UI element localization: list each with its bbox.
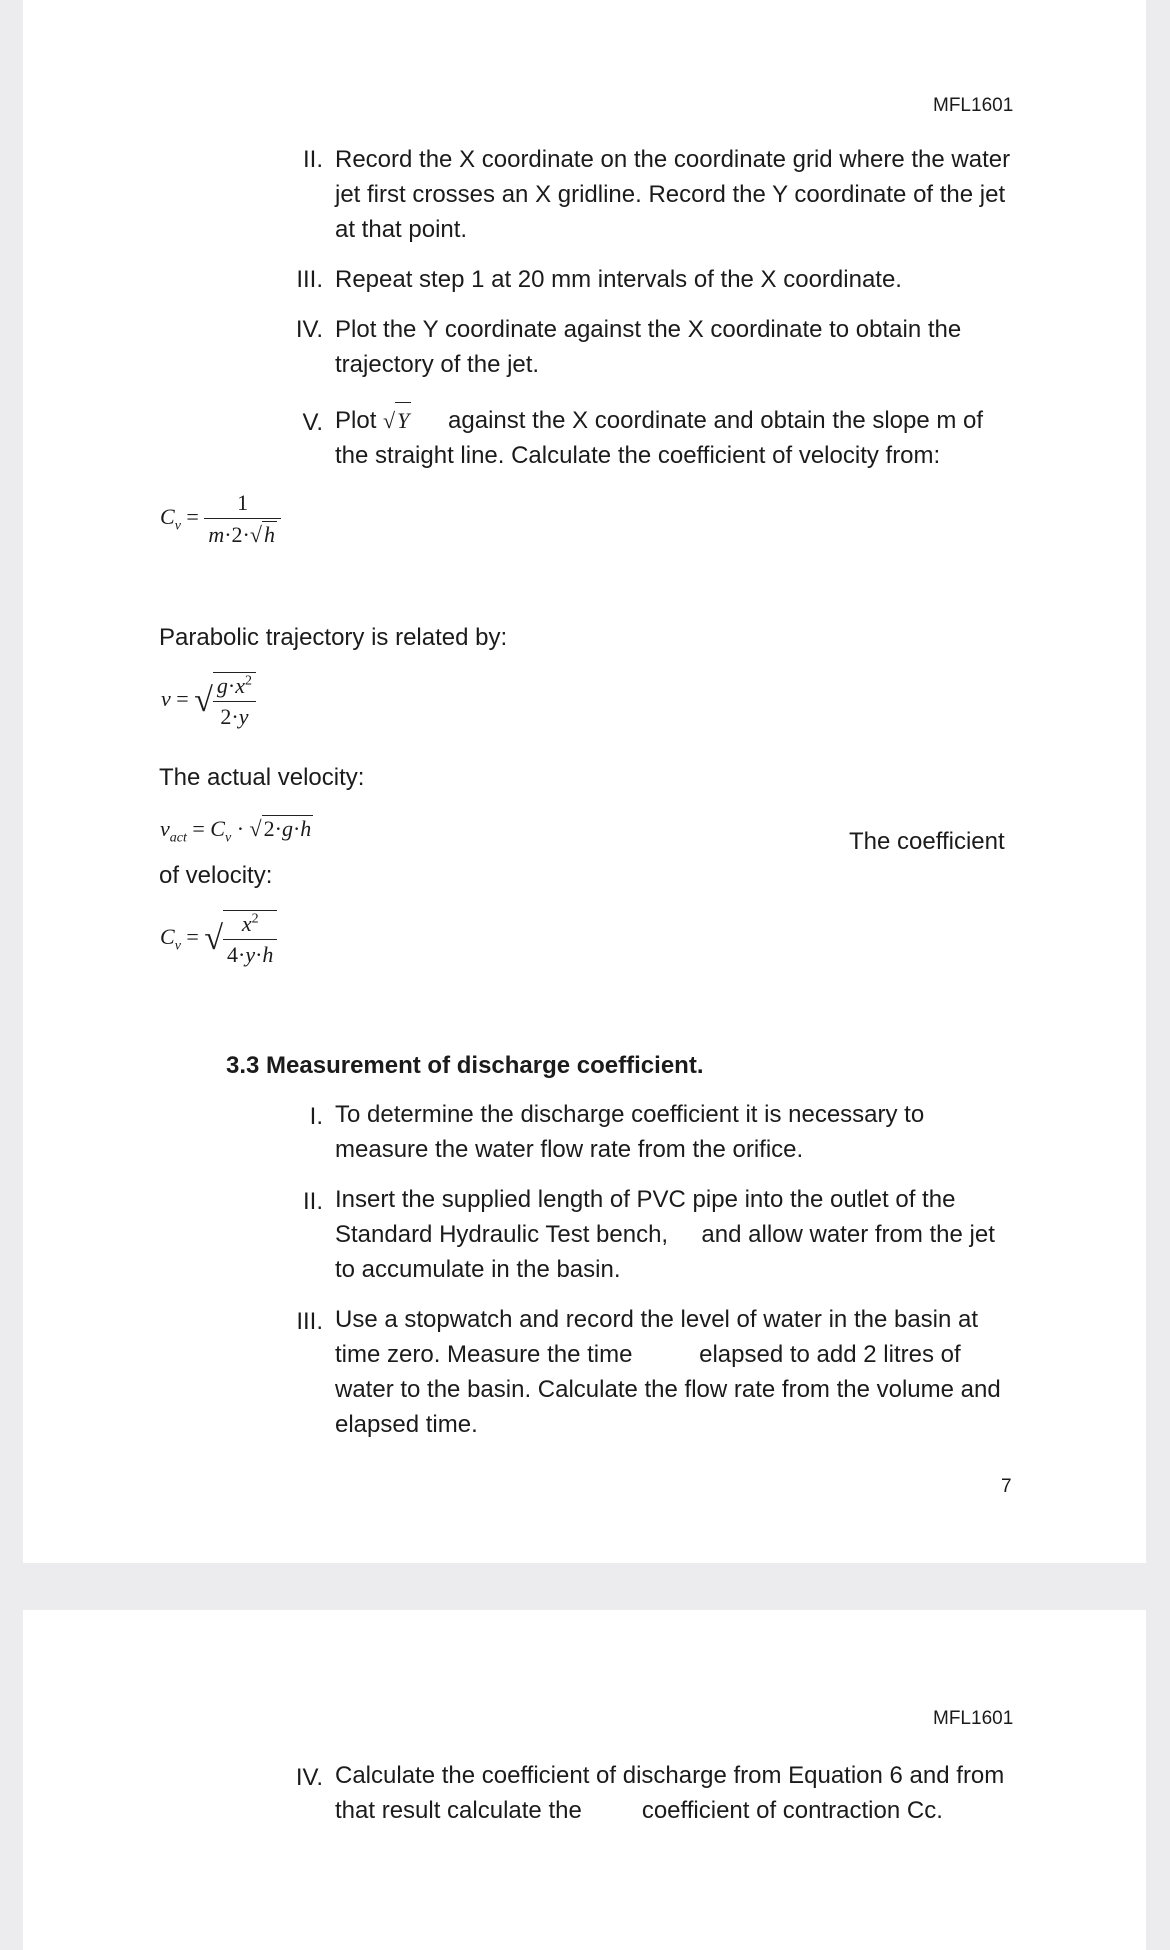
step-number: III. [296, 1308, 323, 1335]
coefficient-label-continued: of velocity: [159, 862, 273, 889]
step-text: Record the X coordinate on the coordinate grid where the water jet first crosses an X gridline. Record the Y coordinate of the jet at that point. [335, 146, 1011, 243]
formula-actual-velocity: $v_{act} = C_v \cdot √2\cdot g\cdot h$ [160, 816, 312, 846]
page-number: 7 [1001, 1476, 1012, 1497]
step-number: V. [302, 409, 323, 436]
step-text: Use a stopwatch and record the level of water in the basin at time zero. Measure the time elapsed to add 2 litres of water to the basin. Calculate the flow rate from the volume and elapsed time. [335, 1306, 1008, 1438]
actual-velocity-label: The actual velocity: [159, 764, 365, 791]
formula-cv-slope: $C_v$ = $\frac{1}{m\cdot 2\cdot√h}$ [160, 490, 281, 548]
step-text [335, 402, 1015, 473]
step-number: II. [302, 146, 323, 173]
section-heading: 3.3 Measurement of discharge coefficient. [226, 1052, 704, 1079]
formula-cv-trajectory: $C_v$ = √ $\frac{x^2}{4\cdot y\cdot h}$ [160, 910, 277, 968]
step-text: Repeat step 1 at 20 mm intervals of the X coordinate. [335, 266, 902, 293]
step-text: Insert the supplied length of PVC pipe into the outlet of the Standard Hydraulic Test bench, and allow water from the jet to accumulate in the basin. [335, 1186, 1002, 1283]
sqrt-y-formula: √Y [383, 408, 411, 433]
step-number: II. [302, 1188, 323, 1215]
step-text-before: Plot [335, 407, 377, 434]
coefficient-label: The coefficient [849, 828, 1005, 855]
formula-velocity: v = √ $\frac{g\cdot x^2}{2\cdot y}$ [161, 672, 256, 730]
step-text: Calculate the coefficient of discharge from Equation 6 and from that result calculate the coefficient of contraction Cc. [335, 1762, 1011, 1824]
parabolic-label: Parabolic trajectory is related by: [159, 624, 508, 651]
step-number: III. [296, 266, 323, 293]
step-text: Plot the Y coordinate against the X coordinate to obtain the trajectory of the jet. [335, 316, 962, 378]
document-page-7 [23, 0, 1146, 1563]
step-number: IV. [295, 1764, 323, 1791]
step-number: I. [309, 1103, 323, 1130]
document-code: MFL1601 [933, 95, 1014, 116]
step-number: IV. [295, 316, 323, 343]
document-page-8 [23, 1610, 1146, 1950]
step-text: To determine the discharge coefficient it is necessary to measure the water flow rate from the orifice. [335, 1101, 925, 1163]
step-text-after: against the X coordinate and obtain the slope m of the straight line. Calculate the coefficient of velocity from: [335, 407, 984, 469]
document-code: MFL1601 [933, 1708, 1014, 1729]
